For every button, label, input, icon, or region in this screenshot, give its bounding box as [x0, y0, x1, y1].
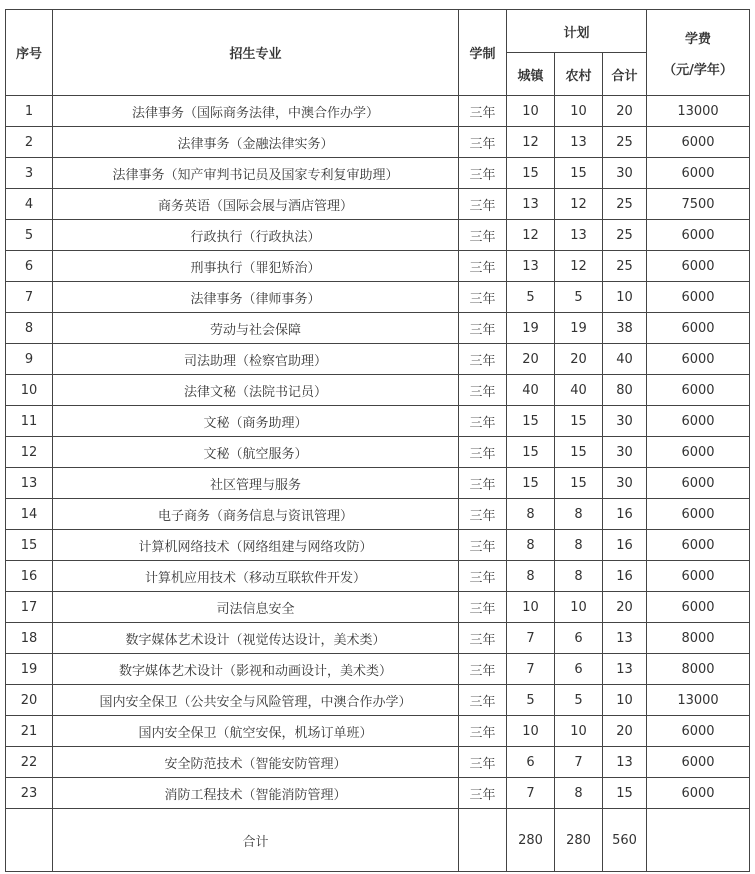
total-row — [6, 809, 750, 872]
row-urban: 8 — [507, 530, 555, 561]
row-rural: 5 — [555, 282, 603, 313]
row-duration: 三年 — [459, 437, 507, 468]
row-rural: 7 — [555, 747, 603, 778]
row-rural: 15 — [555, 468, 603, 499]
header-urban: 城镇 — [507, 53, 555, 96]
row-urban: 15 — [507, 437, 555, 468]
row-urban: 8 — [507, 499, 555, 530]
row-index: 10 — [6, 375, 53, 406]
row-fee: 6000 — [647, 251, 750, 282]
row-major: 数字媒体艺术设计（视觉传达设计，美术类） — [53, 623, 459, 654]
row-rural: 15 — [555, 158, 603, 189]
table-row — [6, 530, 750, 561]
row-fee: 6000 — [647, 592, 750, 623]
total-sum: 560 — [603, 809, 647, 872]
enrollment-table — [5, 9, 750, 872]
row-index: 18 — [6, 623, 53, 654]
table-row — [6, 220, 750, 251]
row-total: 13 — [603, 654, 647, 685]
row-rural: 13 — [555, 127, 603, 158]
table-row — [6, 778, 750, 809]
total-urban: 280 — [507, 809, 555, 872]
row-urban: 15 — [507, 468, 555, 499]
row-index: 8 — [6, 313, 53, 344]
row-major: 劳动与社会保障 — [53, 313, 459, 344]
row-index: 4 — [6, 189, 53, 220]
row-urban: 13 — [507, 189, 555, 220]
row-total: 13 — [603, 747, 647, 778]
row-fee: 6000 — [647, 499, 750, 530]
row-major: 刑事执行（罪犯矫治） — [53, 251, 459, 282]
row-duration: 三年 — [459, 344, 507, 375]
row-index: 6 — [6, 251, 53, 282]
header-fee-title: 学费 — [684, 31, 711, 47]
row-fee: 6000 — [647, 127, 750, 158]
table-row — [6, 406, 750, 437]
row-total: 13 — [603, 623, 647, 654]
row-index: 11 — [6, 406, 53, 437]
header-fee — [647, 10, 750, 96]
row-fee: 13000 — [647, 96, 750, 127]
row-urban: 19 — [507, 313, 555, 344]
row-total: 25 — [603, 127, 647, 158]
row-rural: 13 — [555, 220, 603, 251]
row-index: 20 — [6, 685, 53, 716]
row-total: 40 — [603, 344, 647, 375]
row-major: 计算机应用技术（移动互联软件开发） — [53, 561, 459, 592]
row-rural: 15 — [555, 437, 603, 468]
row-total: 16 — [603, 499, 647, 530]
row-major: 电子商务（商务信息与资讯管理） — [53, 499, 459, 530]
row-duration: 三年 — [459, 375, 507, 406]
row-duration: 三年 — [459, 716, 507, 747]
table-row — [6, 685, 750, 716]
row-index: 5 — [6, 220, 53, 251]
row-urban: 6 — [507, 747, 555, 778]
row-index: 3 — [6, 158, 53, 189]
row-rural: 8 — [555, 561, 603, 592]
row-urban: 15 — [507, 158, 555, 189]
row-fee: 6000 — [647, 282, 750, 313]
row-major: 法律事务（国际商务法律，中澳合作办学） — [53, 96, 459, 127]
row-urban: 13 — [507, 251, 555, 282]
row-index: 15 — [6, 530, 53, 561]
row-duration: 三年 — [459, 406, 507, 437]
row-index: 23 — [6, 778, 53, 809]
row-major: 司法信息安全 — [53, 592, 459, 623]
header-fee-unit: （元/学年） — [663, 62, 733, 78]
row-duration: 三年 — [459, 623, 507, 654]
total-fee-cell — [647, 809, 750, 872]
row-duration: 三年 — [459, 127, 507, 158]
row-major: 商务英语（国际会展与酒店管理） — [53, 189, 459, 220]
row-total: 20 — [603, 96, 647, 127]
table-row — [6, 654, 750, 685]
row-major: 法律文秘（法院书记员） — [53, 375, 459, 406]
row-urban: 7 — [507, 654, 555, 685]
row-rural: 20 — [555, 344, 603, 375]
row-major: 司法助理（检察官助理） — [53, 344, 459, 375]
row-rural: 6 — [555, 654, 603, 685]
row-total: 16 — [603, 561, 647, 592]
row-duration: 三年 — [459, 592, 507, 623]
row-major: 文秘（商务助理） — [53, 406, 459, 437]
table-row — [6, 561, 750, 592]
row-urban: 10 — [507, 716, 555, 747]
row-fee: 6000 — [647, 406, 750, 437]
row-rural: 5 — [555, 685, 603, 716]
row-fee: 8000 — [647, 623, 750, 654]
row-total: 38 — [603, 313, 647, 344]
row-rural: 10 — [555, 592, 603, 623]
row-fee: 6000 — [647, 561, 750, 592]
header-index: 序号 — [6, 10, 53, 96]
row-rural: 8 — [555, 530, 603, 561]
table-row — [6, 313, 750, 344]
table-row — [6, 716, 750, 747]
row-index: 19 — [6, 654, 53, 685]
row-fee: 6000 — [647, 344, 750, 375]
row-total: 25 — [603, 220, 647, 251]
row-urban: 40 — [507, 375, 555, 406]
row-duration: 三年 — [459, 685, 507, 716]
row-duration: 三年 — [459, 561, 507, 592]
row-duration: 三年 — [459, 747, 507, 778]
row-total: 80 — [603, 375, 647, 406]
row-duration: 三年 — [459, 220, 507, 251]
row-urban: 7 — [507, 778, 555, 809]
row-fee: 6000 — [647, 313, 750, 344]
row-urban: 5 — [507, 282, 555, 313]
row-total: 15 — [603, 778, 647, 809]
row-major: 法律事务（知产审判书记员及国家专利复审助理） — [53, 158, 459, 189]
row-fee: 6000 — [647, 747, 750, 778]
row-urban: 7 — [507, 623, 555, 654]
row-index: 17 — [6, 592, 53, 623]
row-duration: 三年 — [459, 499, 507, 530]
row-urban: 12 — [507, 127, 555, 158]
table-row — [6, 344, 750, 375]
row-fee: 6000 — [647, 375, 750, 406]
row-duration: 三年 — [459, 158, 507, 189]
row-duration: 三年 — [459, 282, 507, 313]
row-index: 7 — [6, 282, 53, 313]
row-duration: 三年 — [459, 530, 507, 561]
table-row — [6, 623, 750, 654]
total-rural: 280 — [555, 809, 603, 872]
row-rural: 10 — [555, 716, 603, 747]
row-duration: 三年 — [459, 251, 507, 282]
row-rural: 40 — [555, 375, 603, 406]
row-total: 20 — [603, 716, 647, 747]
row-urban: 10 — [507, 96, 555, 127]
row-index: 21 — [6, 716, 53, 747]
row-total: 25 — [603, 189, 647, 220]
row-major: 计算机网络技术（网络组建与网络攻防） — [53, 530, 459, 561]
table-body — [6, 96, 750, 809]
total-index-cell — [6, 809, 53, 872]
row-fee: 6000 — [647, 530, 750, 561]
table-row — [6, 96, 750, 127]
row-urban: 10 — [507, 592, 555, 623]
row-major: 消防工程技术（智能消防管理） — [53, 778, 459, 809]
row-duration: 三年 — [459, 654, 507, 685]
row-rural: 15 — [555, 406, 603, 437]
table-row — [6, 282, 750, 313]
row-duration: 三年 — [459, 468, 507, 499]
row-total: 30 — [603, 468, 647, 499]
table-row — [6, 499, 750, 530]
row-total: 16 — [603, 530, 647, 561]
row-urban: 5 — [507, 685, 555, 716]
row-urban: 8 — [507, 561, 555, 592]
row-total: 30 — [603, 437, 647, 468]
row-urban: 12 — [507, 220, 555, 251]
total-label: 合计 — [53, 809, 459, 872]
header-rural: 农村 — [555, 53, 603, 96]
row-index: 16 — [6, 561, 53, 592]
row-rural: 12 — [555, 251, 603, 282]
row-fee: 8000 — [647, 654, 750, 685]
header-subtotal: 合计 — [603, 53, 647, 96]
row-fee: 6000 — [647, 220, 750, 251]
row-urban: 15 — [507, 406, 555, 437]
row-fee: 6000 — [647, 778, 750, 809]
header-major: 招生专业 — [53, 10, 459, 96]
row-rural: 19 — [555, 313, 603, 344]
row-major: 安全防范技术（智能安防管理） — [53, 747, 459, 778]
table-row — [6, 747, 750, 778]
row-rural: 12 — [555, 189, 603, 220]
row-duration: 三年 — [459, 778, 507, 809]
table-row — [6, 375, 750, 406]
row-major: 国内安全保卫（公共安全与风险管理，中澳合作办学） — [53, 685, 459, 716]
row-total: 20 — [603, 592, 647, 623]
row-index: 22 — [6, 747, 53, 778]
row-fee: 6000 — [647, 158, 750, 189]
header-duration: 学制 — [459, 10, 507, 96]
row-duration: 三年 — [459, 96, 507, 127]
row-total: 30 — [603, 158, 647, 189]
row-duration: 三年 — [459, 189, 507, 220]
row-index: 9 — [6, 344, 53, 375]
table-row — [6, 189, 750, 220]
row-major: 法律事务（金融法律实务） — [53, 127, 459, 158]
table-row — [6, 127, 750, 158]
table-row — [6, 468, 750, 499]
row-major: 文秘（航空服务） — [53, 437, 459, 468]
row-rural: 8 — [555, 778, 603, 809]
row-total: 10 — [603, 282, 647, 313]
row-fee: 13000 — [647, 685, 750, 716]
row-index: 2 — [6, 127, 53, 158]
row-total: 25 — [603, 251, 647, 282]
row-major: 国内安全保卫（航空安保，机场订单班） — [53, 716, 459, 747]
row-rural: 10 — [555, 96, 603, 127]
row-fee: 6000 — [647, 437, 750, 468]
row-fee: 7500 — [647, 189, 750, 220]
total-duration-cell — [459, 809, 507, 872]
header-plan: 计划 — [507, 10, 647, 53]
row-total: 10 — [603, 685, 647, 716]
row-major: 数字媒体艺术设计（影视和动画设计，美术类） — [53, 654, 459, 685]
table-row — [6, 158, 750, 189]
table-row — [6, 437, 750, 468]
row-index: 13 — [6, 468, 53, 499]
row-fee: 6000 — [647, 468, 750, 499]
row-index: 12 — [6, 437, 53, 468]
row-duration: 三年 — [459, 313, 507, 344]
row-total: 30 — [603, 406, 647, 437]
row-rural: 8 — [555, 499, 603, 530]
table-row — [6, 592, 750, 623]
table-row — [6, 251, 750, 282]
row-index: 14 — [6, 499, 53, 530]
row-index: 1 — [6, 96, 53, 127]
row-rural: 6 — [555, 623, 603, 654]
row-major: 法律事务（律师事务） — [53, 282, 459, 313]
row-urban: 20 — [507, 344, 555, 375]
row-major: 行政执行（行政执法） — [53, 220, 459, 251]
row-major: 社区管理与服务 — [53, 468, 459, 499]
row-fee: 6000 — [647, 716, 750, 747]
